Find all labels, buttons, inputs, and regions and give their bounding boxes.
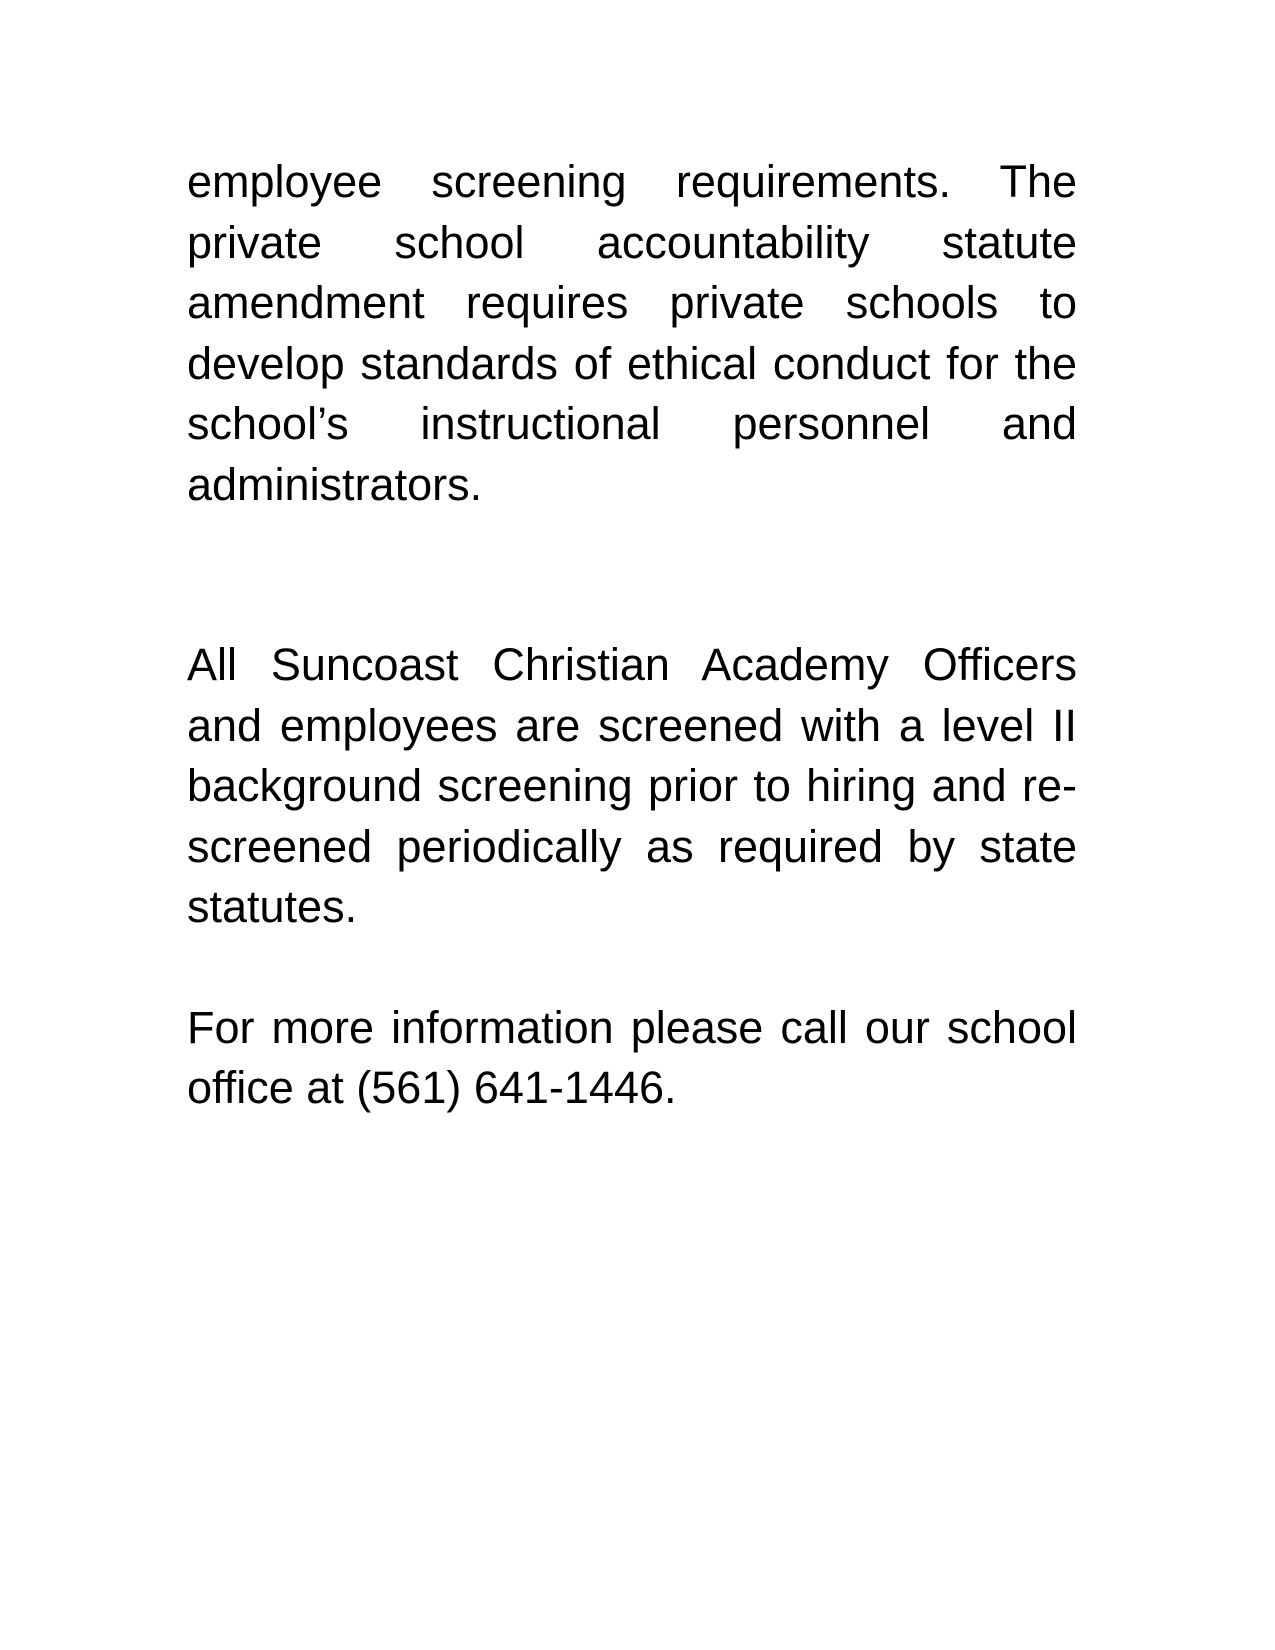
paragraph-contact-information: For more information please call our school office at (561) 641-1446. <box>187 1001 1077 1113</box>
paragraph-background-screening: All Suncoast Christian Academy Officers and employees are screened with a level II background screening prior to hiring and re-screened periodically as required by state statutes. <box>187 639 1077 932</box>
document-body <box>187 152 1077 1119</box>
paragraph-screening-requirements: employee screening requirements. The private school accountability statute amendment requires private schools to develop standards of ethical conduct for the school’s instructional personnel and administrators. <box>187 156 1077 510</box>
